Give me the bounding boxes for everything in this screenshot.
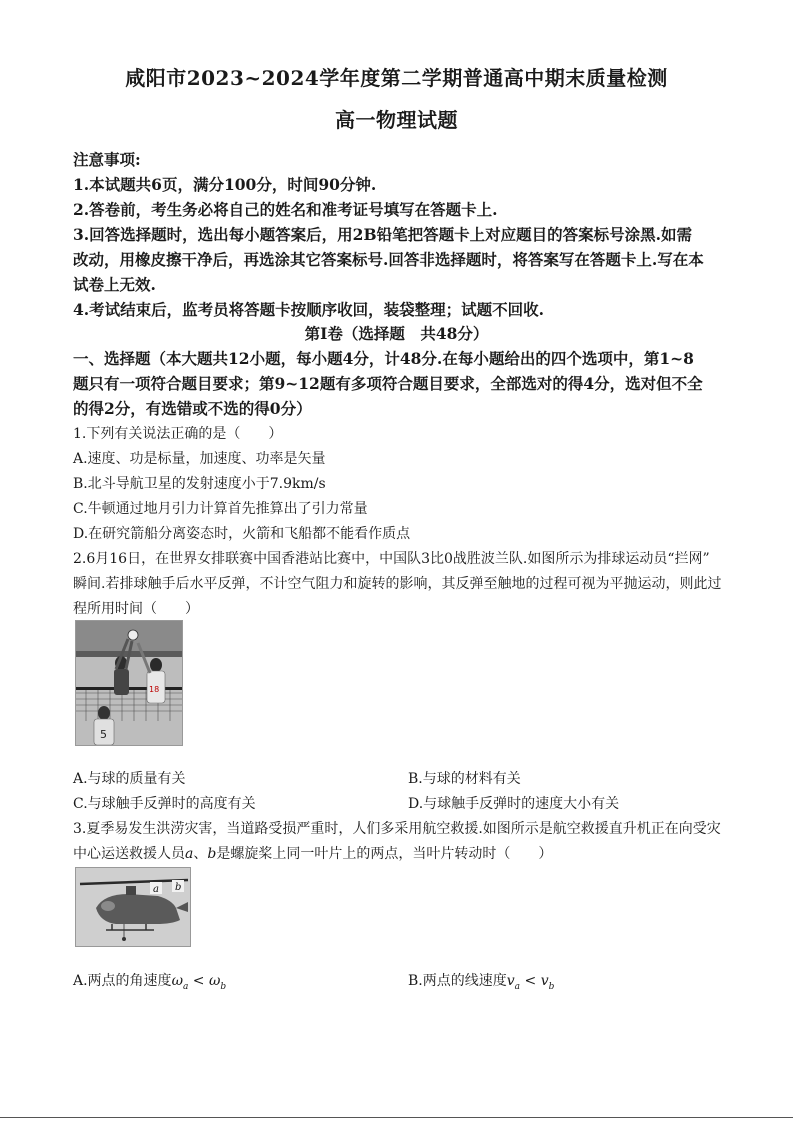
exam-title: 咸阳市2023~2024学年度第二学期普通高中期末质量检测 [125,66,668,90]
q3-option-b-text: B.两点的线速度 [408,973,507,989]
q2-option-b: B.与球的材料有关 [408,771,521,787]
q3-stem-line-1: 3.夏季易发生洪涝灾害，当道路受损严重时，人们多采用航空救援.如图所示是航空救援直升机正在向受灾 [73,821,721,837]
q2-option-d: D.与球触手反弹时的速度大小有关 [408,796,620,812]
q1-option-a: A.速度、功是标量，加速度、功率是矢量 [73,451,326,467]
q3-stem-line-2 [73,843,552,863]
notice-item-3-line-1: 3.回答选择题时，选出每小题答案后，用2B铅笔把答题卡上对应题目的答案标号涂黑.如需 [73,225,692,244]
volleyball-photo [75,620,183,746]
v-b: v [540,973,549,989]
q2-option-a: A.与球的质量有关 [73,771,186,787]
q3-stem-line-2-pre: 中心运送救援人员 [73,846,185,862]
jersey-number-right: 18 [149,685,160,694]
q2-stem-line-1: 2.6月16日，在世界女排联赛中国香港站比赛中，中国队3比0战胜波兰队.如图所示为排球运动员“拦网” [73,551,710,567]
omega-a: ω [171,973,183,989]
v-b-sub: b [548,981,555,992]
section-intro-line-1: 一、选择题（本大题共12小题，每小题4分，计48分.在每小题给出的四个选项中，第1~8 [73,349,694,368]
notice-heading: 注意事项: [73,150,141,169]
q2-stem-line-3: 程所用时间（ ） [73,601,199,617]
q2-option-c: C.与球触手反弹时的高度有关 [73,796,256,812]
q3-option-b-op: < [520,973,541,989]
q3-option-a-text: A.两点的角速度 [73,973,172,989]
notice-item-3-line-3: 试卷上无效. [73,275,156,294]
q3-var-a: a [185,846,194,862]
section-intro-line-3: 的得2分，有选错或不选的得0分） [73,399,312,418]
v-a-sub: a [514,981,521,992]
label-point-b: b [175,882,182,893]
v-a: v [506,973,515,989]
q1-option-b: B.北斗导航卫星的发射速度小于7.9km/s [73,476,326,492]
q1-option-d: D.在研究箭船分离姿态时，火箭和飞船都不能看作质点 [73,526,411,542]
omega-a-sub: a [182,981,189,992]
notice-item-3-line-2: 改动，用橡皮擦干净后，再选涂其它答案标号.回答非选择题时，将答案写在答题卡上.写在本 [73,250,704,269]
section-title: 第Ⅰ卷（选择题 共48分） [304,324,489,343]
bottom-rule [0,1117,793,1118]
volleyball-photo-art [76,621,182,745]
label-point-a: a [153,884,159,895]
q3-var-b: b [207,846,217,862]
notice-item-2: 2.答卷前，考生务必将自己的姓名和准考证号填写在答题卡上. [73,200,498,219]
jersey-number-left: 5 [100,728,107,741]
q3-option-b [408,970,554,992]
notice-item-1: 1.本试题共6页，满分100分，时间90分钟. [73,175,377,194]
q3-option-a [73,970,226,992]
section-intro-line-2: 题只有一项符合题目要求；第9~12题有多项符合题目要求，全部选对的得4分，选对但不全 [73,374,703,393]
helicopter-photo [75,867,191,947]
exam-subtitle: 高一物理试题 [335,108,458,132]
notice-item-4: 4.考试结束后，监考员将答题卡按顺序收回，装袋整理；试题不回收. [73,300,545,319]
q3-var-sep: 、 [193,846,208,862]
q1-stem: 1.下列有关说法正确的是（ ） [73,426,283,442]
q2-stem-line-2: 瞬间.若排球触手后水平反弹，不计空气阻力和旋转的影响，其反弹至触地的过程可视为平抛运动，则此过 [73,576,722,592]
q3-option-a-op: < [188,973,209,989]
omega-b: ω [209,973,221,989]
helicopter-photo-art [76,868,190,946]
q1-option-c: C.牛顿通过地月引力计算首先推算出了引力常量 [73,501,368,517]
omega-b-sub: b [220,981,227,992]
q3-stem-line-2-post: 是螺旋桨上同一叶片上的两点，当叶片转动时（ ） [216,846,553,862]
